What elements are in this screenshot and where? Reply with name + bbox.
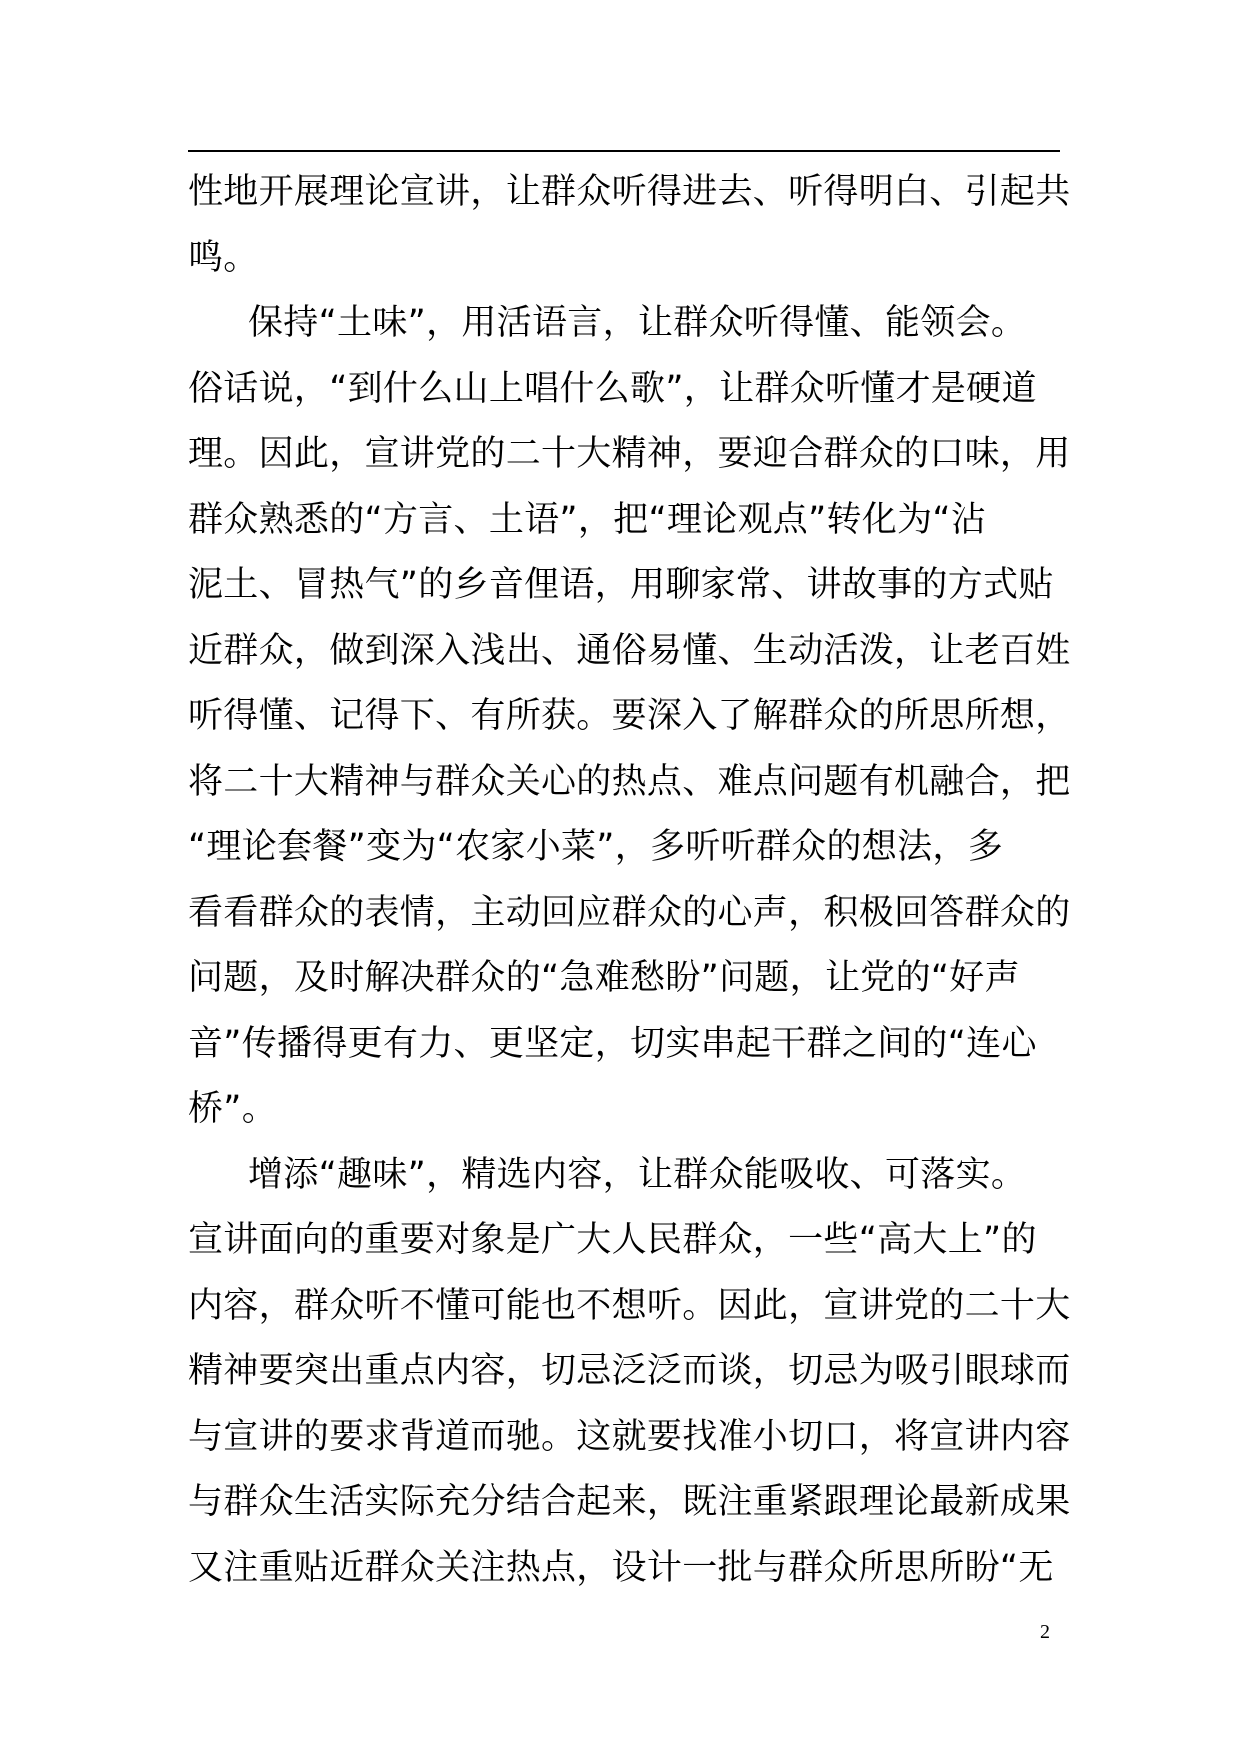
text-line-2: 鸣。 — [188, 237, 259, 278]
header-rule — [188, 150, 1060, 152]
section-heading-tuwei: 保持“土味”，用活语言，让群众听得懂、能领会。 — [248, 303, 1027, 343]
text-line-21: 与群众生活实际充分结合起来，既注重紧跟理论最新成果 — [188, 1482, 1071, 1522]
text-line-18: 内容，群众听不懂可能也不想听。因此，宣讲党的二十大 — [188, 1285, 1071, 1326]
text-line-20: 与宣讲的要求背道而驰。这就要找准小切口，将宣讲内容 — [188, 1416, 1071, 1457]
text-line-12: 看看群众的表情，主动回应群众的心声，积极回答群众的 — [188, 892, 1071, 933]
text-line-17: 宣讲面向的重要对象是广大人民群众，一些“高大上”的 — [188, 1220, 1037, 1260]
text-line-19: 精神要突出重点内容，切忌泛泛而谈，切忌为吸引眼球而 — [188, 1351, 1071, 1391]
body-text — [188, 160, 1071, 1601]
text-line-11: “理论套餐”变为“农家小菜”，多听听群众的想法，多 — [188, 827, 1004, 867]
text-line-6: 群众熟悉的“方言、土语”，把“理论观点”转化为“沾 — [188, 499, 987, 540]
text-line-22: 又注重贴近群众关注热点，设计一批与群众所思所盼“无 — [188, 1547, 1054, 1588]
text-line-14: 音”传播得更有力、更坚定，切实串起干群之间的“连心 — [188, 1023, 1037, 1064]
text-line-13: 问题，及时解决群众的“急难愁盼”问题，让党的“好声 — [188, 958, 1020, 998]
page-number: 2 — [1040, 1621, 1050, 1643]
text-line-9: 听得懂、记得下、有所获。要深入了解群众的所思所想， — [188, 696, 1071, 736]
text-line-7: 泥土、冒热气”的乡音俚语，用聊家常、讲故事的方式贴 — [188, 565, 1054, 605]
text-line-5: 理。因此，宣讲党的二十大精神，要迎合群众的口味，用 — [188, 434, 1071, 474]
text-line-1: 性地开展理论宣讲，让群众听得进去、听得明白、引起共 — [188, 172, 1071, 212]
text-line-4: 俗话说，“到什么山上唱什么歌”，让群众听懂才是硬道 — [188, 368, 1037, 409]
text-line-8: 近群众，做到深入浅出、通俗易懂、生动活泼，让老百姓 — [188, 630, 1071, 671]
section-heading-quwei: 增添“趣味”，精选内容，让群众能吸收、可落实。 — [248, 1154, 1027, 1195]
text-line-15: 桥”。 — [188, 1089, 278, 1129]
text-line-10: 将二十大精神与群众关心的热点、难点问题有机融合，把 — [188, 761, 1071, 802]
